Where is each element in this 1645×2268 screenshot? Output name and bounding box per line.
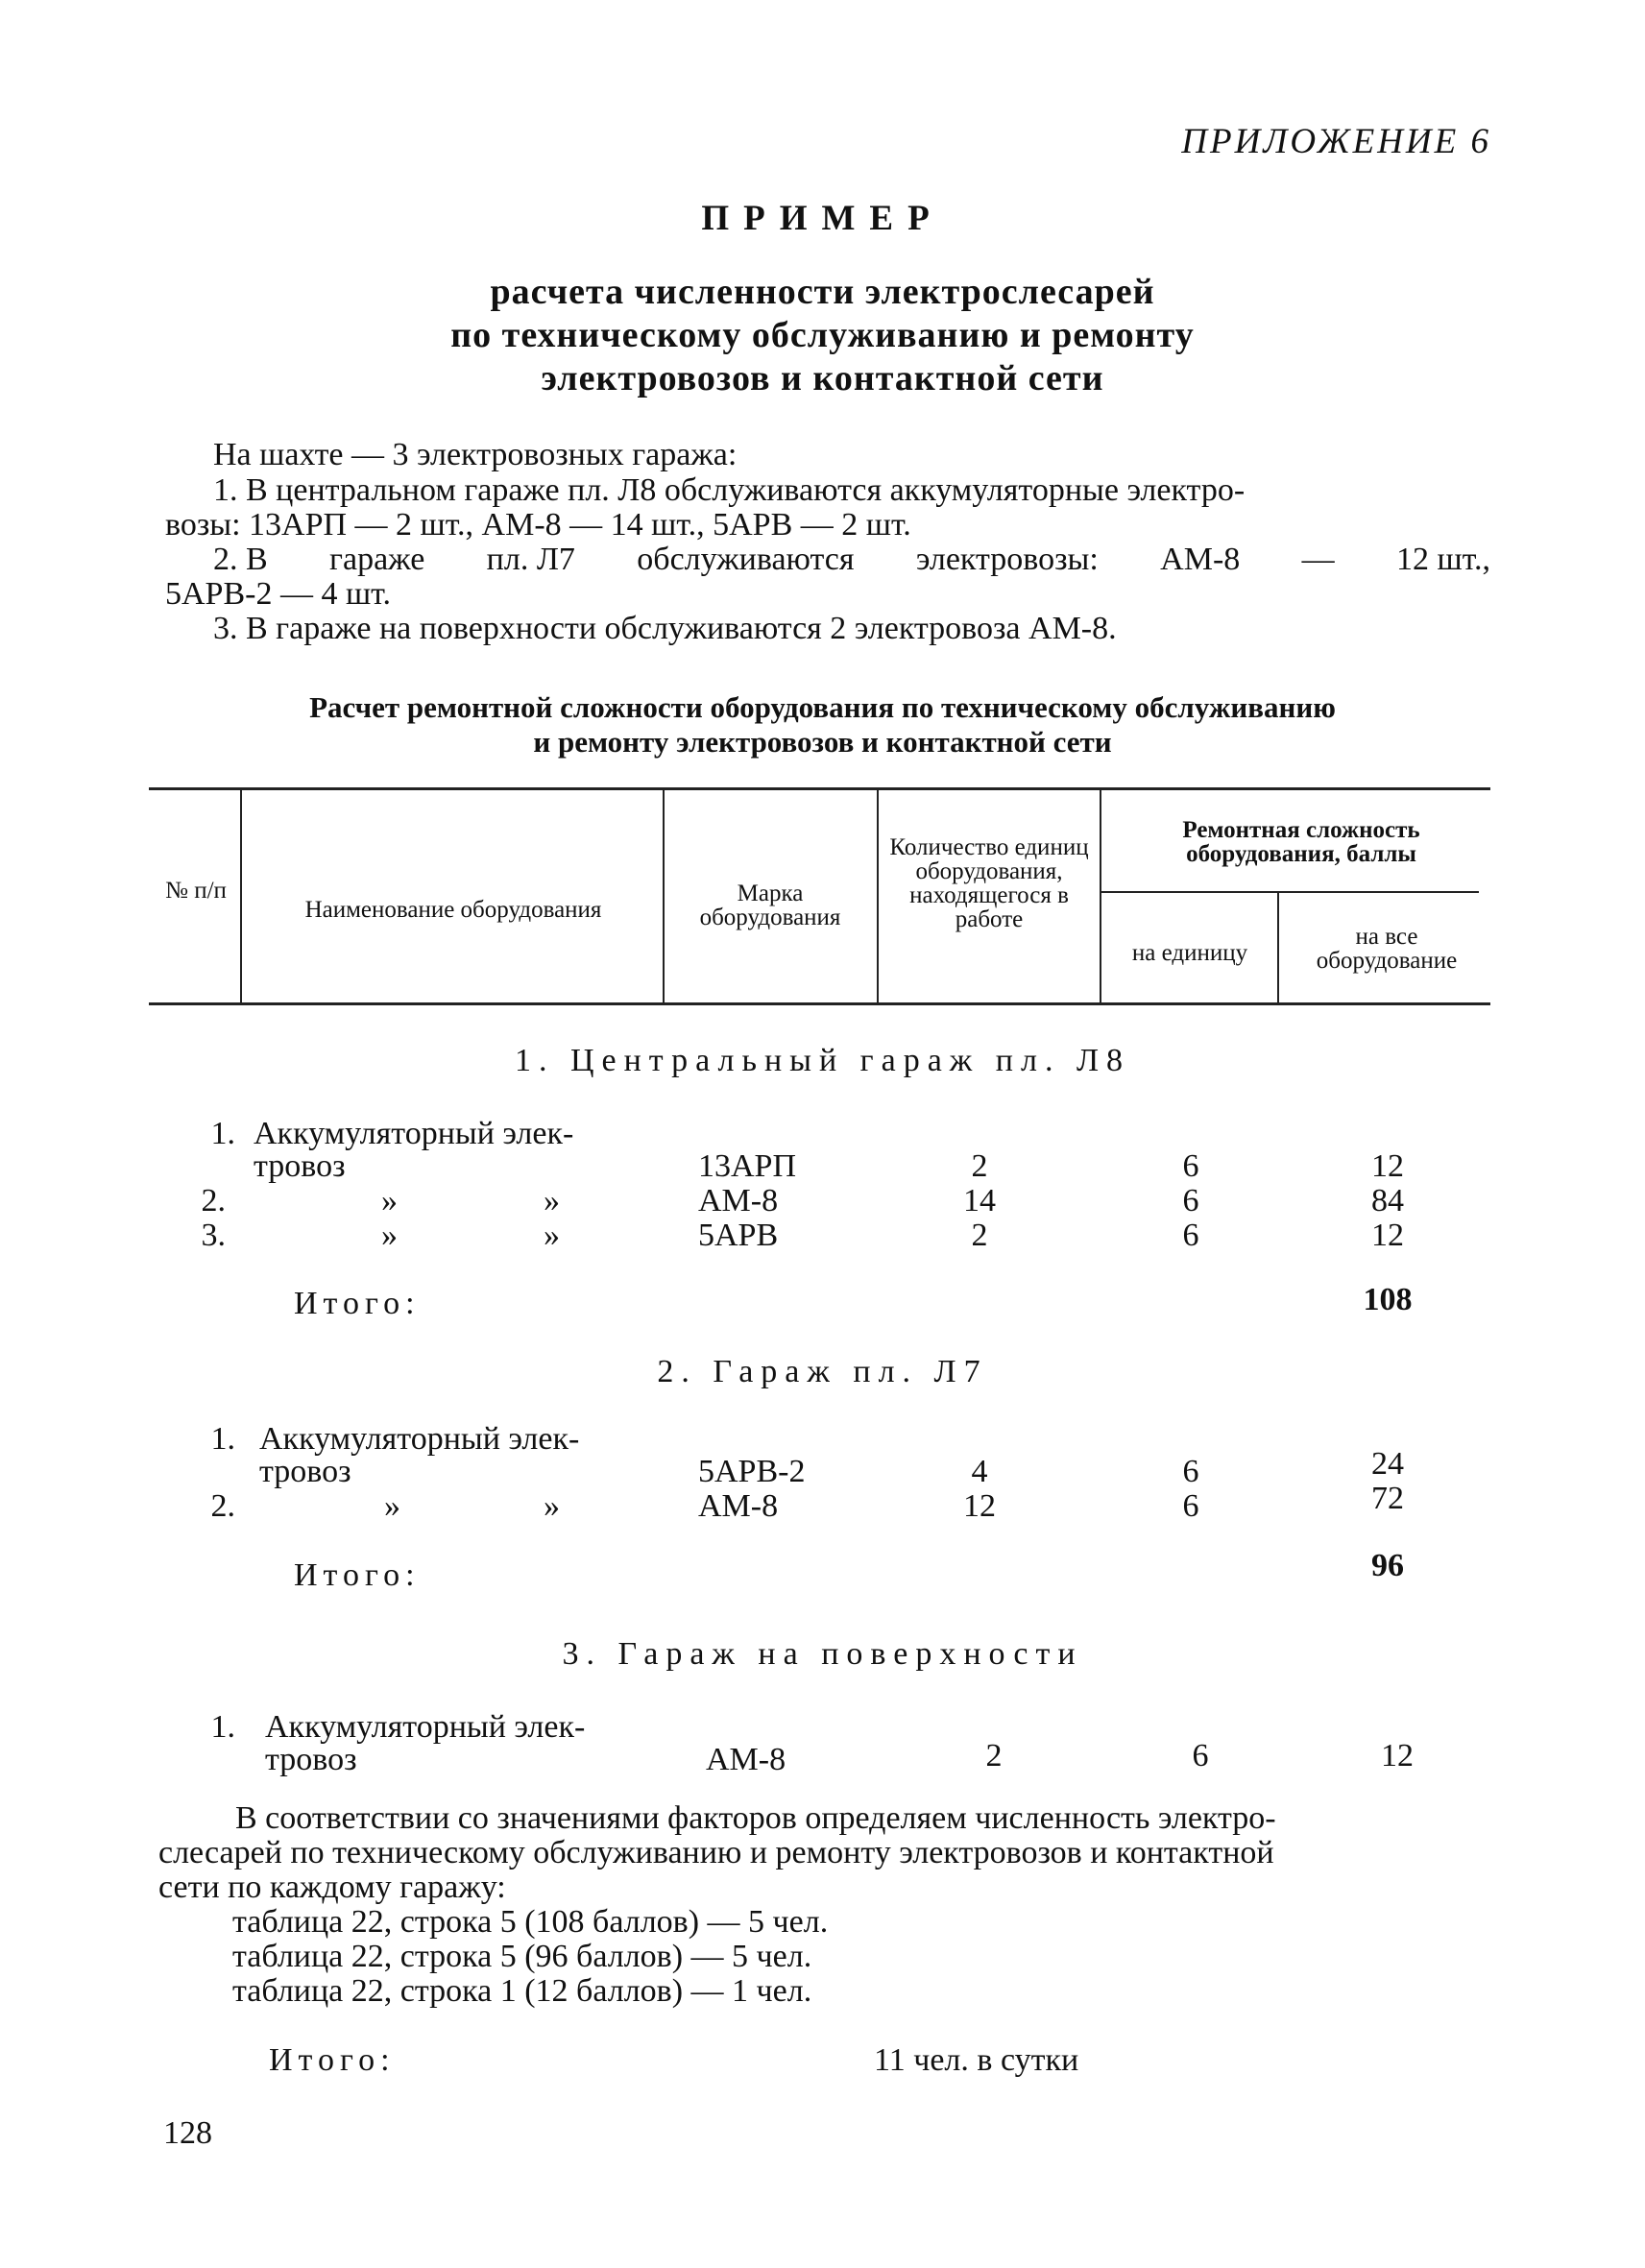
conclusion-item: таблица 22, строка 5 (108 баллов) — 5 чел. [232, 1904, 829, 1940]
row-name: тровоз [259, 1454, 351, 1489]
title-line-2: по техническому обслуживанию и ремонту [450, 315, 1195, 355]
intro-item-2-line-2: 5АРВ-2 — 4 шт. [165, 576, 391, 612]
total-value: 108 [1363, 1282, 1413, 1317]
row-all: 12 [1371, 1148, 1404, 1184]
example-heading: ПРИМЕР [701, 199, 944, 238]
row-name: » [544, 1218, 560, 1253]
row-name: » [544, 1488, 560, 1524]
intro-item-2-word: 12 шт., [1395, 542, 1490, 577]
intro-item-2-word: пл. Л7 [486, 542, 575, 577]
row-name: Аккумуляторный элек- [259, 1421, 580, 1457]
row-name: Аккумуляторный элек- [254, 1116, 574, 1151]
table-col-divider [240, 790, 242, 1002]
row-brand: 5АРВ-2 [698, 1454, 806, 1489]
row-name: » [544, 1183, 560, 1218]
col-header-brand: Марка оборудования [699, 881, 841, 930]
table-complexity-sub-rule [1100, 891, 1479, 893]
row-brand: АМ-8 [698, 1488, 779, 1524]
table-title-line-2: и ремонту электровозов и контактной сети [533, 725, 1112, 759]
row-unit: 6 [1182, 1454, 1199, 1489]
row-all: 12 [1381, 1738, 1414, 1773]
row-brand: АМ-8 [706, 1742, 786, 1777]
col-header-complexity: Ремонтная сложность оборудования, баллы [1182, 817, 1420, 867]
row-unit: 6 [1182, 1148, 1199, 1184]
col-header-per-unit: на единицу [1131, 940, 1248, 966]
row-brand: 13АРП [698, 1148, 797, 1184]
table-top-rule [149, 787, 1490, 790]
table-col-divider [1100, 790, 1101, 1002]
row-num: 1. [210, 1709, 235, 1745]
row-num: 2. [210, 1488, 235, 1524]
row-all: 84 [1371, 1183, 1404, 1218]
table-col-divider [877, 790, 879, 1002]
row-qty: 2 [971, 1218, 988, 1253]
row-qty: 14 [963, 1183, 996, 1218]
row-unit: 6 [1182, 1218, 1199, 1253]
row-unit: 6 [1192, 1738, 1209, 1773]
row-all: 12 [1371, 1218, 1404, 1253]
section-title: 1. Центральный гараж пл. Л8 [514, 1043, 1131, 1078]
row-brand: 5АРВ [698, 1218, 779, 1253]
title-line-1: расчета численности электрослесарей [490, 272, 1155, 312]
conclusion-total-value: 11 чел. в сутки [874, 2042, 1079, 2078]
intro-item-1-line-1: 1. В центральном гараже пл. Л8 обслуживаются аккумуляторные электро- [213, 472, 1246, 508]
table-title-line-1: Расчет ремонтной сложности оборудования по техническому обслуживанию [309, 690, 1336, 724]
col-header-num: № п/п [165, 878, 227, 904]
row-num: 1. [210, 1421, 235, 1457]
row-brand: АМ-8 [698, 1183, 779, 1218]
page-number: 128 [163, 2115, 212, 2151]
col-header-qty: Количество единиц оборудования, находящегося в работе [889, 834, 1089, 932]
table-col-divider [663, 790, 665, 1002]
total-label: Итого: [294, 1286, 421, 1321]
col-header-all: на все оборудование [1316, 924, 1458, 974]
row-qty: 2 [985, 1738, 1003, 1773]
row-name: Аккумуляторный элек- [265, 1709, 586, 1745]
row-name: тровоз [265, 1742, 357, 1777]
section-title: 2. Гараж пл. Л7 [657, 1354, 988, 1389]
conclusion-line-2: слесарей по техническому обслуживанию и ремонту электровозов и контактной [158, 1835, 1274, 1870]
conclusion-total-label: Итого: [269, 2042, 396, 2078]
intro-item-2-word: — [1301, 542, 1335, 577]
conclusion-item: таблица 22, строка 5 (96 баллов) — 5 чел. [232, 1939, 812, 1974]
row-qty: 4 [971, 1454, 988, 1489]
row-name: » [381, 1218, 398, 1253]
total-label: Итого: [294, 1557, 421, 1593]
row-num: 3. [201, 1218, 226, 1253]
intro-item-3: 3. В гараже на поверхности обслуживаются 2 электровоза АМ-8. [213, 611, 1117, 646]
intro-item-2-word: 2. В [213, 542, 268, 577]
row-qty: 2 [971, 1148, 988, 1184]
intro-line: На шахте — 3 электровозных гаража: [213, 437, 738, 472]
intro-item-2-word: АМ-8 [1160, 542, 1241, 577]
row-unit: 6 [1182, 1183, 1199, 1218]
row-qty: 12 [963, 1488, 996, 1524]
table-header-bottom-rule [149, 1002, 1490, 1005]
intro-item-2-word: гараже [329, 542, 425, 577]
row-all: 24 [1371, 1446, 1404, 1482]
intro-item-2-word: обслуживаются [637, 542, 855, 577]
section-title: 3. Гараж на поверхности [562, 1636, 1083, 1672]
conclusion-line-1: В соответствии со значениями факторов определяем численность электро- [235, 1800, 1276, 1836]
row-unit: 6 [1182, 1488, 1199, 1524]
row-name: » [384, 1488, 400, 1524]
row-all: 72 [1371, 1481, 1404, 1516]
appendix-label: ПРИЛОЖЕНИЕ 6 [1181, 122, 1491, 161]
intro-item-1-line-2: возы: 13АРП — 2 шт., АМ-8 — 14 шт., 5АРВ — 2 шт. [165, 507, 911, 543]
title-line-3: электровозов и контактной сети [541, 358, 1104, 398]
conclusion-line-3: сети по каждому гаражу: [158, 1870, 506, 1905]
intro-item-2-word: электровозы: [915, 542, 1099, 577]
row-name: » [381, 1183, 398, 1218]
intro-item-2-line-1 [213, 542, 1490, 578]
row-num: 1. [210, 1116, 235, 1151]
total-value: 96 [1371, 1548, 1404, 1583]
table-col-divider [1277, 893, 1279, 1002]
conclusion-item: таблица 22, строка 1 (12 баллов) — 1 чел. [232, 1973, 812, 2009]
col-header-name: Наименование оборудования [304, 897, 602, 923]
row-name: тровоз [254, 1148, 346, 1184]
row-num: 2. [201, 1183, 226, 1218]
